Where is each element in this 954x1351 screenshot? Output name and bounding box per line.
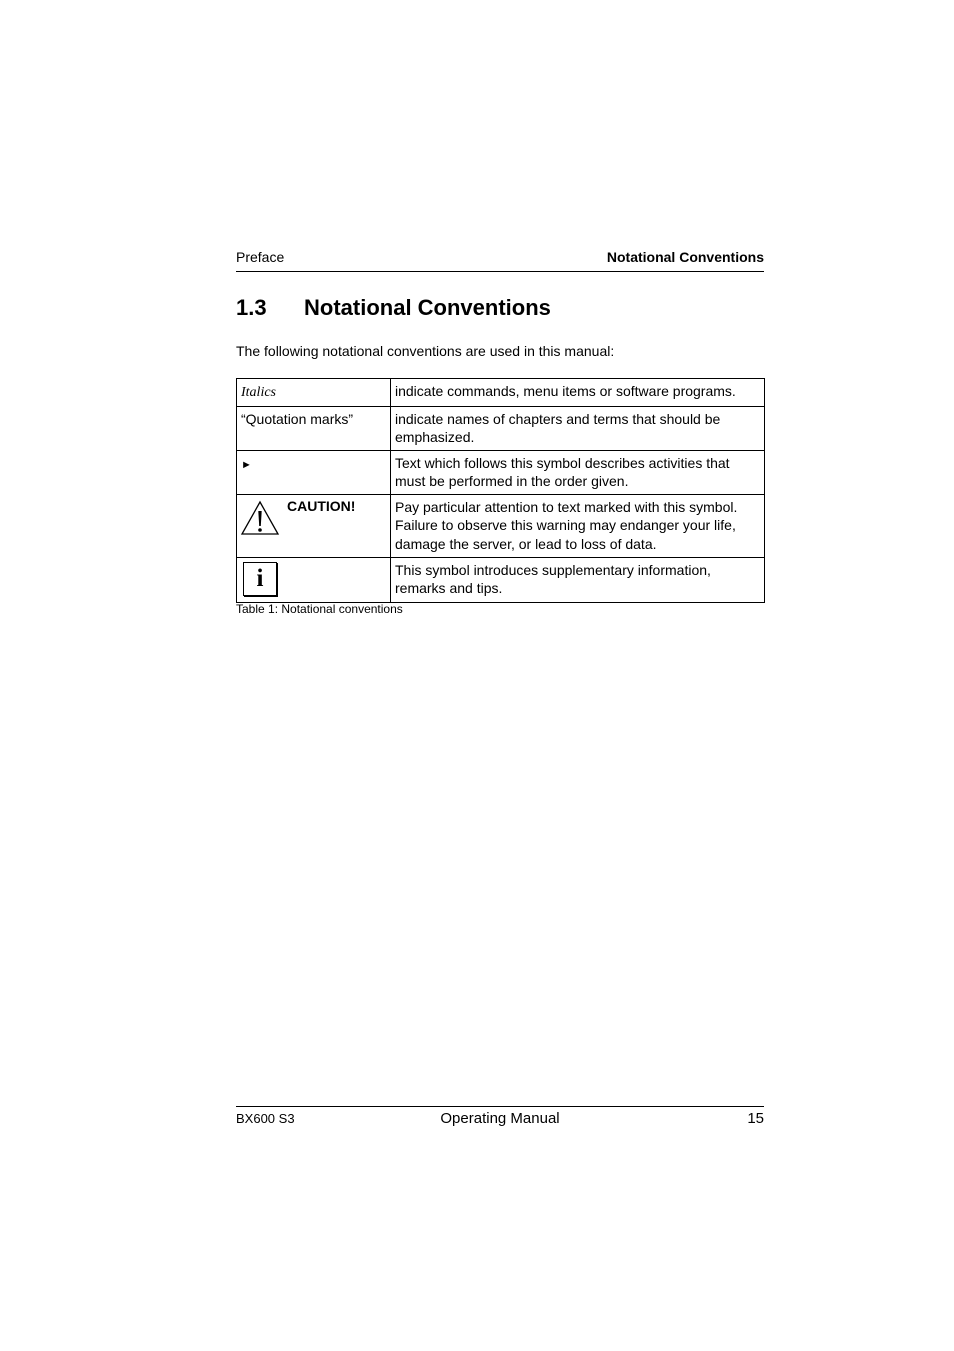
running-header <box>236 249 764 272</box>
info-icon: i <box>243 562 277 596</box>
document-page <box>236 0 764 1351</box>
term-cell <box>237 379 391 407</box>
header-section: Notational Conventions <box>606 249 764 265</box>
table-row <box>237 406 765 450</box>
footer-product: BX600 S3 <box>236 1111 295 1126</box>
conventions-table <box>236 378 765 603</box>
section-heading <box>236 295 551 321</box>
section-title: Notational Conventions <box>304 295 551 320</box>
page-number: 15 <box>747 1110 764 1127</box>
description-cell: Text which follows this symbol describes activities that must be performed in the order given. <box>391 450 765 494</box>
term-cell <box>237 450 391 494</box>
term-italics: Italics <box>241 385 276 400</box>
section-number: 1.3 <box>236 295 267 320</box>
term-cell <box>237 494 391 557</box>
term-cell: “Quotation marks” <box>237 406 391 450</box>
arrow-icon: ► <box>241 458 252 471</box>
warning-triangle-icon <box>240 500 280 536</box>
table-row <box>237 450 765 494</box>
intro-paragraph: The following notational conventions are used in this manual: <box>236 343 615 359</box>
description-cell: Pay particular attention to text marked with this symbol. Failure to observe this warning may endanger your life, damage the server, or lead to loss of data. <box>391 494 765 557</box>
table-row <box>237 379 765 407</box>
table-caption: Table 1: Notational conventions <box>236 602 403 616</box>
description-cell: indicate names of chapters and terms that should be emphasized. <box>391 406 765 450</box>
description-cell: indicate commands, menu items or software programs. <box>391 379 765 407</box>
table-row <box>237 557 765 602</box>
description-cell: This symbol introduces supplementary information, remarks and tips. <box>391 557 765 602</box>
term-cell <box>237 557 391 602</box>
table-row <box>237 494 765 557</box>
footer-manual-title: Operating Manual <box>440 1110 560 1127</box>
header-chapter: Preface <box>236 249 285 265</box>
caution-label: CAUTION! <box>287 497 356 514</box>
page-footer <box>236 1106 764 1129</box>
